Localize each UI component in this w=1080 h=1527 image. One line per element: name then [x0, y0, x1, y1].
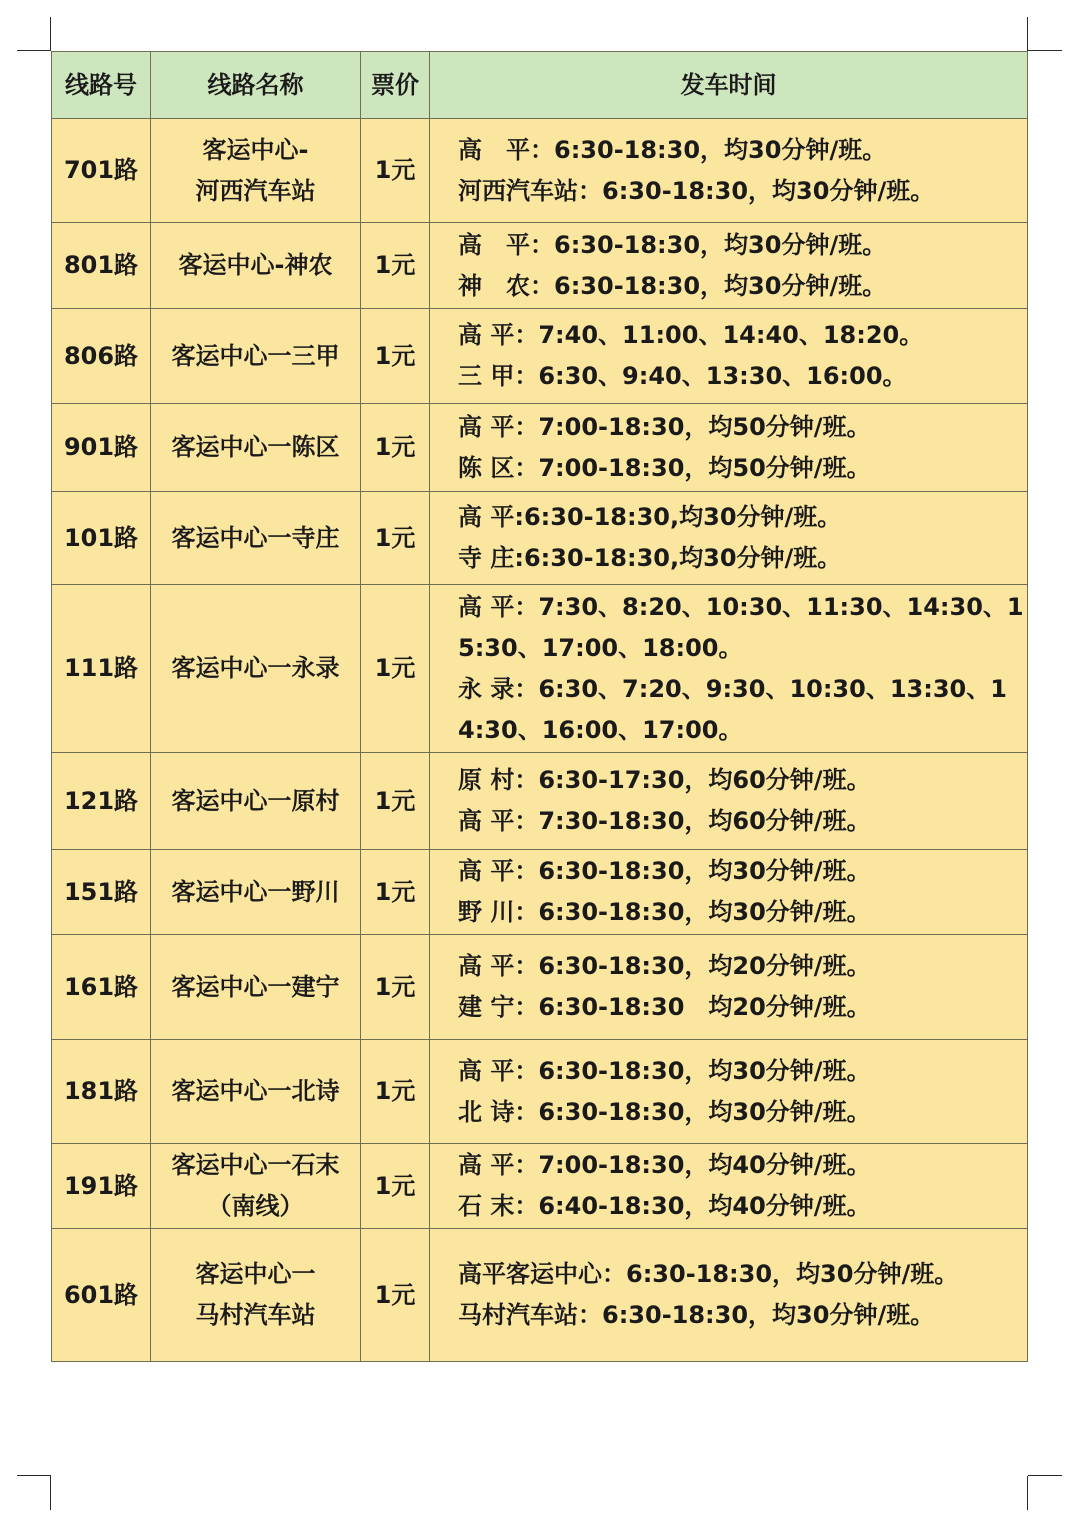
- route-name: [151, 404, 361, 492]
- route-departure-times: [430, 1040, 1028, 1144]
- table-row: [52, 309, 1028, 404]
- crop-mark-top-right-h: [1028, 50, 1062, 51]
- departure-time-line: 野 川：6:30-18:30，均30分钟/班。: [458, 898, 871, 926]
- route-name-line: 客运中心一寺庄: [171, 523, 340, 552]
- route-fare: 1元: [361, 492, 430, 585]
- route-departure-times: [430, 223, 1028, 309]
- departure-time-line: 高 平：7:00-18:30，均50分钟/班。: [458, 412, 871, 441]
- route-fare: 1元: [361, 585, 430, 753]
- departure-time-line: 高 平：7:00-18:30，均40分钟/班。: [458, 1151, 871, 1179]
- route-rows: [52, 119, 1028, 1362]
- route-number: 161路: [52, 935, 151, 1040]
- route-departure-times: [430, 850, 1028, 935]
- departure-time-line: 石 末：6:40-18:30，均40分钟/班。: [458, 1192, 871, 1220]
- departure-time-line: 高 平：7:30-18:30，均60分钟/班。: [458, 807, 871, 835]
- route-name: [151, 850, 361, 935]
- route-number: 101路: [52, 492, 151, 585]
- route-name-line: 马村汽车站: [195, 1301, 316, 1329]
- route-name-line: 客运中心-神农: [178, 251, 333, 279]
- crop-mark-top-left-v: [50, 17, 51, 51]
- route-name-line: 客运中心一陈区: [171, 433, 340, 461]
- route-name-line: 客运中心-: [202, 135, 309, 164]
- departure-time-line: 高 平：6:30-18:30，均30分钟/班。: [458, 135, 887, 164]
- route-departure-times: [430, 404, 1028, 492]
- table-row: [52, 850, 1028, 935]
- header-route-name: 线路名称: [151, 52, 361, 119]
- route-name-line: 客运中心一原村: [171, 786, 340, 815]
- route-name-line: 客运中心一三甲: [171, 341, 340, 370]
- route-fare: 1元: [361, 223, 430, 309]
- departure-time-line: 高 平:6:30-18:30,均30分钟/班。: [458, 503, 842, 531]
- crop-mark-bottom-right-h: [1028, 1475, 1062, 1476]
- route-name: [151, 1040, 361, 1144]
- table-row: [52, 223, 1028, 309]
- route-number: 111路: [52, 585, 151, 753]
- route-name: [151, 753, 361, 850]
- table-row: [52, 753, 1028, 850]
- route-number: 121路: [52, 753, 151, 850]
- table-row: [52, 1040, 1028, 1144]
- crop-mark-top-right-v: [1027, 17, 1028, 51]
- route-number: 601路: [52, 1229, 151, 1362]
- route-name-line: （南线）: [207, 1192, 304, 1220]
- route-name-line: 客运中心一: [195, 1260, 316, 1288]
- departure-time-line: 高 平：7:40、11:00、14:40、18:20。: [458, 321, 924, 349]
- header-route-number: 线路号: [52, 52, 151, 119]
- table-row: [52, 404, 1028, 492]
- route-number: 801路: [52, 223, 151, 309]
- departure-time-line: 高 平：6:30-18:30，均30分钟/班。: [458, 1056, 871, 1085]
- table-header-row: [52, 52, 1028, 119]
- route-fare: 1元: [361, 1144, 430, 1229]
- departure-time-line: 高 平：6:30-18:30，均20分钟/班。: [458, 952, 871, 980]
- departure-time-line: 建 宁：6:30-18:30 均20分钟/班。: [458, 993, 871, 1021]
- table-row: [52, 1144, 1028, 1229]
- crop-mark-bottom-left-h: [17, 1475, 51, 1476]
- route-departure-times: [430, 1229, 1028, 1362]
- bus-schedule-table: [51, 51, 1028, 1362]
- route-name-line: 客运中心一建宁: [171, 972, 340, 1001]
- route-departure-times: [430, 753, 1028, 850]
- route-name: [151, 585, 361, 753]
- route-departure-times: [430, 1144, 1028, 1229]
- route-name: [151, 492, 361, 585]
- departure-time-line: 高平客运中心：6:30-18:30，均30分钟/班。: [458, 1260, 959, 1288]
- route-number: 701路: [52, 119, 151, 223]
- departure-time-line: 高 平：6:30-18:30，均30分钟/班。: [458, 230, 887, 259]
- route-departure-times: [430, 935, 1028, 1040]
- route-fare: 1元: [361, 309, 430, 404]
- departure-time-line: 三 甲：6:30、9:40、13:30、16:00。: [458, 362, 907, 390]
- departure-time-line: 陈 区：7:00-18:30，均50分钟/班。: [458, 453, 871, 482]
- route-number: 191路: [52, 1144, 151, 1229]
- departure-time-line: 北 诗：6:30-18:30，均30分钟/班。: [458, 1097, 871, 1126]
- crop-mark-bottom-right-v: [1027, 1476, 1028, 1510]
- table-row: [52, 585, 1028, 753]
- route-number: 151路: [52, 850, 151, 935]
- departure-time-line: 永 录：6:30、7:20、9:30、10:30、13:30、14:30、16:00、17:00。: [458, 674, 1007, 744]
- route-departure-times: [430, 119, 1028, 223]
- table-row: [52, 1229, 1028, 1362]
- departure-time-line: 高 平：7:30、8:20、10:30、11:30、14:30、15:30、17:00、18:00。: [458, 592, 1024, 662]
- table-row: [52, 119, 1028, 223]
- route-name-line: 客运中心一北诗: [171, 1077, 340, 1105]
- route-name-line: 河西汽车站: [195, 176, 316, 205]
- departure-time-line: 原 村：6:30-17:30，均60分钟/班。: [458, 766, 871, 794]
- route-fare: 1元: [361, 1229, 430, 1362]
- route-fare: 1元: [361, 753, 430, 850]
- route-fare: 1元: [361, 404, 430, 492]
- departure-time-line: 高 平：6:30-18:30，均30分钟/班。: [458, 857, 871, 885]
- route-name-line: 客运中心一石末: [171, 1151, 340, 1179]
- route-name: [151, 309, 361, 404]
- table-row: [52, 492, 1028, 585]
- route-name: [151, 223, 361, 309]
- route-departure-times: [430, 585, 1028, 753]
- departure-time-line: 寺 庄:6:30-18:30,均30分钟/班。: [458, 544, 842, 572]
- route-fare: 1元: [361, 850, 430, 935]
- route-name-line: 客运中心一野川: [171, 877, 340, 906]
- route-fare: 1元: [361, 1040, 430, 1144]
- table-row: [52, 935, 1028, 1040]
- route-name-line: 客运中心一永录: [171, 654, 340, 682]
- route-fare: 1元: [361, 119, 430, 223]
- crop-mark-top-left-h: [17, 50, 51, 51]
- departure-time-line: 神 农：6:30-18:30，均30分钟/班。: [458, 271, 887, 300]
- crop-mark-bottom-left-v: [50, 1476, 51, 1510]
- route-number: 806路: [52, 309, 151, 404]
- departure-time-line: 马村汽车站：6:30-18:30，均30分钟/班。: [458, 1301, 935, 1329]
- route-name: [151, 119, 361, 223]
- route-departure-times: [430, 309, 1028, 404]
- route-name: [151, 1229, 361, 1362]
- departure-time-line: 河西汽车站：6:30-18:30，均30分钟/班。: [458, 176, 935, 205]
- route-departure-times: [430, 492, 1028, 585]
- header-departure-times: 发车时间: [430, 52, 1028, 119]
- route-name: [151, 1144, 361, 1229]
- route-number: 181路: [52, 1040, 151, 1144]
- route-number: 901路: [52, 404, 151, 492]
- route-fare: 1元: [361, 935, 430, 1040]
- header-fare: 票价: [361, 52, 430, 119]
- route-name: [151, 935, 361, 1040]
